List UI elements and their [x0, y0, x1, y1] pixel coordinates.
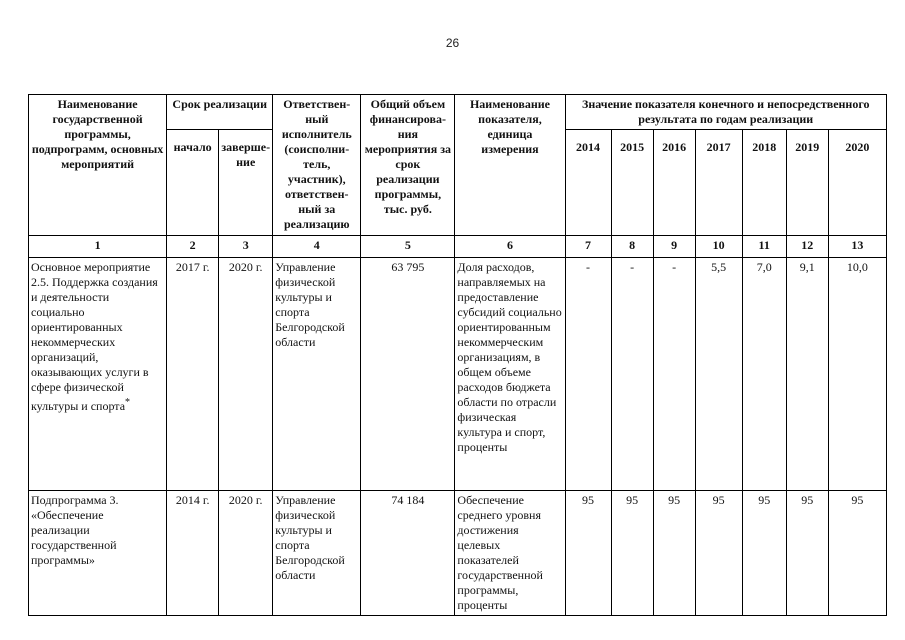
row-name: Основное мероприятие 2.5. Поддержка создания и деятельности социально ориентированных некоммерческих организаций, оказывающих услуги в сфере физической культуры и спорта [31, 260, 158, 413]
row-name: Подпрограмма 3. «Обеспечение реализации государственной программы» [29, 491, 167, 616]
row-value: 95 [786, 491, 828, 616]
row-end: 2020 г. [219, 491, 273, 616]
header-year: 2019 [786, 130, 828, 236]
program-table [28, 94, 887, 616]
row-value: 95 [695, 491, 742, 616]
header-year: 2020 [828, 130, 886, 236]
table-row [29, 258, 887, 491]
row-name-cell [29, 258, 167, 491]
row-value: 95 [611, 491, 653, 616]
row-value: 9,1 [786, 258, 828, 491]
header-year: 2014 [565, 130, 611, 236]
column-number: 4 [273, 236, 361, 258]
header-year: 2017 [695, 130, 742, 236]
row-value: 95 [828, 491, 886, 616]
row-value: - [611, 258, 653, 491]
table-row [29, 491, 887, 616]
column-number: 1 [29, 236, 167, 258]
row-value: 95 [742, 491, 786, 616]
column-number: 2 [167, 236, 219, 258]
header-indicator: Наименование показателя, единица измерения [455, 95, 565, 236]
row-financing: 74 184 [361, 491, 455, 616]
column-number: 7 [565, 236, 611, 258]
header-year: 2016 [653, 130, 695, 236]
column-number: 9 [653, 236, 695, 258]
row-financing: 63 795 [361, 258, 455, 491]
row-end: 2020 г. [219, 258, 273, 491]
column-number: 6 [455, 236, 565, 258]
row-value: 7,0 [742, 258, 786, 491]
column-number: 5 [361, 236, 455, 258]
header-responsible: Ответствен-ный исполнитель (соисполни-тель, участник), ответствен-ный за реализацию [273, 95, 361, 236]
page-number: 26 [445, 36, 460, 50]
row-value: - [653, 258, 695, 491]
row-indicator: Обеспечение среднего уровня достижения целевых показателей государственной программы, проценты [455, 491, 565, 616]
row-start: 2017 г. [167, 258, 219, 491]
column-number: 12 [786, 236, 828, 258]
row-responsible: Управление физической культуры и спорта Белгородской области [273, 258, 361, 491]
header-financing: Общий объем финансирова-ния мероприятия за срок реализации программы, тыс. руб. [361, 95, 455, 236]
column-number: 10 [695, 236, 742, 258]
header-name: Наименование государственной программы, подпрограмм, основных мероприятий [29, 95, 167, 236]
row-value: - [565, 258, 611, 491]
header-year: 2018 [742, 130, 786, 236]
column-number: 3 [219, 236, 273, 258]
header-start: начало [167, 130, 219, 236]
row-value: 10,0 [828, 258, 886, 491]
row-value: 95 [653, 491, 695, 616]
column-number: 13 [828, 236, 886, 258]
header-end: заверше-ние [219, 130, 273, 236]
header-year: 2015 [611, 130, 653, 236]
column-number: 8 [611, 236, 653, 258]
row-value: 95 [565, 491, 611, 616]
row-responsible: Управление физической культуры и спорта Белгородской области [273, 491, 361, 616]
row-indicator: Доля расходов, направляемых на предоставление субсидий социально ориентированным некоммерческим организациям, в общем объеме расходов бюджета области по отрасли физическая культура и спорт, проценты [455, 258, 565, 491]
footnote-mark: * [125, 397, 131, 408]
column-number-row [29, 236, 887, 258]
header-values: Значение показателя конечного и непосредственного результата по годам реализации [565, 95, 886, 130]
row-start: 2014 г. [167, 491, 219, 616]
column-number: 11 [742, 236, 786, 258]
header-period: Срок реализации [167, 95, 273, 130]
row-value: 5,5 [695, 258, 742, 491]
